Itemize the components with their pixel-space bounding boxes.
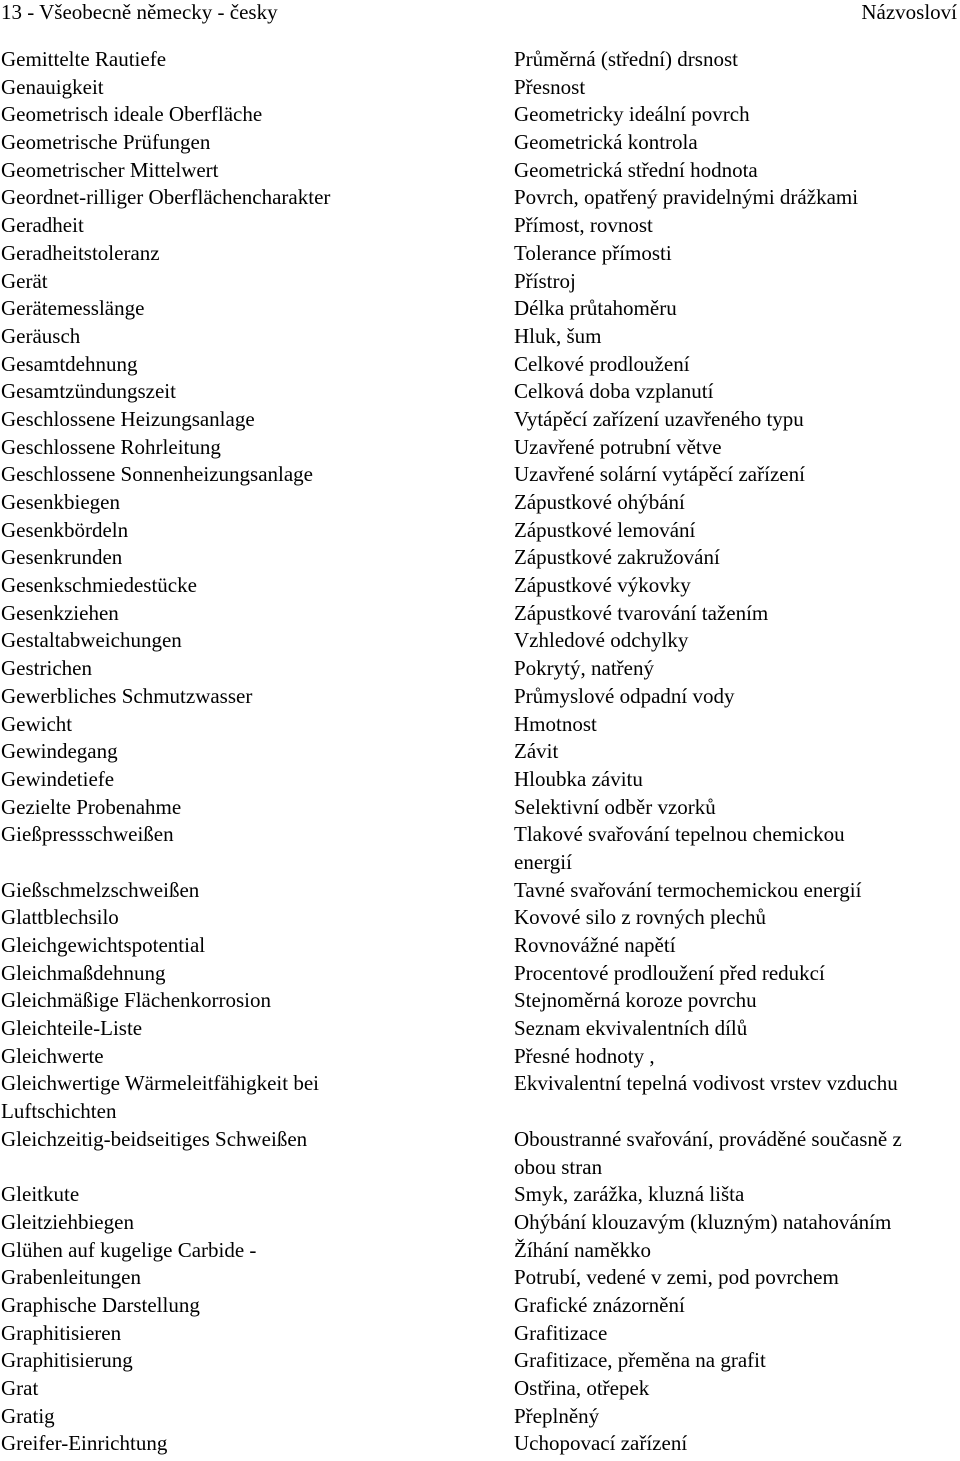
german-term <box>0 960 514 988</box>
czech-term-line: Vzhledové odchylky <box>514 628 689 653</box>
glossary-entry <box>0 572 960 600</box>
german-term-line: Gießschmelzschweißen <box>1 877 200 902</box>
czech-term <box>514 212 960 240</box>
german-term <box>0 572 514 600</box>
glossary-entry <box>0 544 960 572</box>
german-term-line: Grat <box>1 1376 39 1400</box>
czech-term <box>514 1403 960 1431</box>
czech-term <box>514 1430 960 1458</box>
czech-term-line: Ohýbání klouzavým (kluzným) natahováním <box>514 1209 892 1234</box>
german-term <box>0 101 514 129</box>
czech-term <box>514 987 960 1015</box>
german-term <box>0 1320 514 1348</box>
german-term <box>0 212 514 240</box>
glossary-entry <box>0 627 960 655</box>
page-header <box>0 0 960 24</box>
czech-term <box>514 74 960 102</box>
german-term-line: Gerät <box>1 268 48 293</box>
german-term <box>0 821 514 849</box>
czech-term <box>514 129 960 157</box>
glossary-entry <box>0 1181 960 1209</box>
german-term-line: Gesamtdehnung <box>1 351 138 376</box>
czech-term-line: Hmotnost <box>514 711 597 736</box>
german-term-line: Geschlossene Sonnenheizungsanlage <box>1 462 313 487</box>
czech-term-line: Geometrická střední hodnota <box>514 157 758 182</box>
german-term <box>0 434 514 462</box>
german-term-line: Gewerbliches Schmutzwasser <box>1 683 253 708</box>
czech-term-line: Přístroj <box>514 268 576 293</box>
german-term-line: Grabenleitungen <box>1 1265 141 1290</box>
glossary-entry <box>0 517 960 545</box>
german-term <box>0 738 514 766</box>
czech-term <box>514 904 960 932</box>
glossary-entry <box>0 683 960 711</box>
czech-term <box>514 1209 960 1237</box>
german-term <box>0 74 514 102</box>
german-term-line: Gezielte Probenahme <box>1 794 182 819</box>
czech-term-line: Kovové silo z rovných plechů <box>514 905 766 930</box>
german-term-line: Graphitisierung <box>1 1348 133 1373</box>
german-term <box>0 1347 514 1375</box>
german-term-line: Gratig <box>1 1403 55 1428</box>
czech-term-line: Přeplněný <box>514 1403 600 1428</box>
glossary-entry <box>0 821 960 876</box>
glossary-entry <box>0 378 960 406</box>
german-term <box>0 1403 514 1431</box>
czech-term-line: Povrch, opatřený pravidelnými drážkami <box>514 185 859 210</box>
czech-term-line: Stejnoměrná koroze povrchu <box>514 988 757 1013</box>
czech-term <box>514 600 960 628</box>
glossary-entry <box>0 157 960 185</box>
german-term-line: Gesenkbiegen <box>1 490 120 514</box>
german-term-line: Geometrische Prüfungen <box>1 130 211 155</box>
czech-term <box>514 572 960 600</box>
czech-term <box>514 1347 960 1375</box>
czech-term-line: Grafitizace, přeměna na grafit <box>514 1348 766 1373</box>
czech-term-line: Geometricky ideální povrch <box>514 102 750 127</box>
glossary-entry <box>0 434 960 462</box>
glossary-entry <box>0 1292 960 1320</box>
glossary-entry <box>0 295 960 323</box>
glossary-entry <box>0 1375 960 1403</box>
german-term-line: Geometrisch ideale Oberfläche <box>1 102 263 127</box>
czech-term-line: Uzavřené solární vytápěcí zařízení <box>514 462 805 487</box>
german-term <box>0 323 514 351</box>
german-term-line: Gemittelte Rautiefe <box>1 47 167 71</box>
glossary-entry <box>0 1264 960 1292</box>
glossary-entry <box>0 268 960 296</box>
german-term-line: Gleichwertige Wärmeleitfähigkeit bei <box>1 1071 319 1096</box>
german-term-line: Gießpressschweißen <box>1 822 174 847</box>
glossary-entry <box>0 323 960 351</box>
czech-term-line: Ekvivalentní tepelná vodivost vrstev vzduchu <box>514 1071 898 1096</box>
page-header-section: Názvosloví <box>861 0 957 24</box>
czech-term-line: Přesné hodnoty , <box>514 1043 655 1068</box>
german-term-line: Geordnet-rilliger Oberflächencharakter <box>1 185 331 210</box>
german-term <box>0 268 514 296</box>
czech-term-line: Celkové prodloužení <box>514 351 690 376</box>
german-term <box>0 627 514 655</box>
glossary-entry <box>0 406 960 434</box>
czech-term-line: Uzavřené potrubní větve <box>514 434 722 459</box>
german-term <box>0 1015 514 1043</box>
glossary-entry <box>0 600 960 628</box>
german-term-line: Gleichmaßdehnung <box>1 960 166 985</box>
german-term <box>0 932 514 960</box>
glossary-entry <box>0 987 960 1015</box>
czech-term <box>514 794 960 822</box>
czech-term <box>514 877 960 905</box>
glossary-entry <box>0 1015 960 1043</box>
glossary-entry <box>0 46 960 74</box>
czech-term <box>514 1181 960 1209</box>
czech-term <box>514 960 960 988</box>
glossary-entry <box>0 1320 960 1348</box>
german-term <box>0 711 514 739</box>
glossary-entry <box>0 489 960 517</box>
czech-term <box>514 544 960 572</box>
german-term <box>0 683 514 711</box>
czech-term-line: Délka průtahoměru <box>514 296 677 321</box>
german-term <box>0 987 514 1015</box>
glossary-entry <box>0 129 960 157</box>
glossary-entry <box>0 711 960 739</box>
glossary-entry <box>0 101 960 129</box>
czech-term <box>514 240 960 268</box>
czech-term-line: Žíhání naměkko <box>514 1237 652 1262</box>
czech-term <box>514 683 960 711</box>
czech-term-line: obou stran <box>514 1154 603 1179</box>
german-term-line: Gestrichen <box>1 656 92 681</box>
czech-term <box>514 101 960 129</box>
glossary-list <box>0 46 960 1458</box>
german-term <box>0 1181 514 1209</box>
german-term <box>0 1430 514 1458</box>
czech-term <box>514 655 960 683</box>
czech-term <box>514 1320 960 1348</box>
german-term-line: Geschlossene Rohrleitung <box>1 434 221 459</box>
glossary-entry <box>0 461 960 489</box>
glossary-entry <box>0 1430 960 1458</box>
glossary-entry <box>0 212 960 240</box>
german-term-line: Gewindegang <box>1 739 118 764</box>
czech-term-line: Seznam ekvivalentních dílů <box>514 1016 748 1041</box>
glossary-entry <box>0 1070 960 1125</box>
czech-term-line: Hloubka závitu <box>514 766 643 791</box>
czech-term <box>514 1043 960 1071</box>
czech-term <box>514 268 960 296</box>
czech-term <box>514 1070 960 1098</box>
czech-term <box>514 711 960 739</box>
german-term-line: Luftschichten <box>1 1099 117 1124</box>
german-term-line: Gleitkute <box>1 1182 80 1207</box>
glossary-entry <box>0 1403 960 1431</box>
german-term-line: Gesenkrunden <box>1 545 123 570</box>
page-header-title: 13 - Všeobecně německy - česky <box>1 0 278 24</box>
czech-term-line: Tlakové svařování tepelnou chemickou <box>514 822 845 847</box>
glossary-entry <box>0 1347 960 1375</box>
glossary-entry <box>0 904 960 932</box>
german-term <box>0 517 514 545</box>
german-term-line: Gleitziehbiegen <box>1 1209 134 1234</box>
czech-term-line: Selektivní odběr vzorků <box>514 794 716 819</box>
czech-term-line: Oboustranné svařování, prováděné současně z <box>514 1126 902 1151</box>
czech-term-line: Pokrytý, natřený <box>514 656 654 681</box>
czech-term-line: Procentové prodloužení před redukcí <box>514 960 825 985</box>
glossary-entry <box>0 1209 960 1237</box>
german-term <box>0 489 514 517</box>
czech-term-line: Rovnovážné napětí <box>514 933 676 957</box>
german-term <box>0 240 514 268</box>
german-term-line: Gleichwerte <box>1 1043 104 1068</box>
czech-term-line: Zápustkové tvarování tažením <box>514 600 769 625</box>
glossary-entry <box>0 1126 960 1181</box>
german-term-line: Gesenkbördeln <box>1 517 129 542</box>
german-term-line: Geräusch <box>1 323 81 348</box>
czech-term-line: Zápustkové lemování <box>514 517 696 542</box>
german-term <box>0 1264 514 1292</box>
german-term <box>0 904 514 932</box>
german-term <box>0 1043 514 1071</box>
czech-term <box>514 1237 960 1265</box>
german-term-line: Geometrischer Mittelwert <box>1 157 219 182</box>
glossary-entry <box>0 877 960 905</box>
german-term-line: Graphitisieren <box>1 1320 122 1345</box>
german-term <box>0 1070 514 1125</box>
czech-term <box>514 1375 960 1403</box>
german-term-line: Glattblechsilo <box>1 905 119 930</box>
german-term-line: Gewicht <box>1 711 73 736</box>
german-term <box>0 766 514 794</box>
czech-term-line: Zápustkové výkovky <box>514 573 691 598</box>
german-term-line: Glühen auf kugelige Carbide - <box>1 1237 257 1262</box>
glossary-entry <box>0 240 960 268</box>
german-term-line: Geradheitstoleranz <box>1 240 160 265</box>
czech-term-line: Tolerance přímosti <box>514 240 672 265</box>
german-term-line: Gewindetiefe <box>1 766 115 791</box>
czech-term <box>514 434 960 462</box>
german-term <box>0 1375 514 1403</box>
czech-term-line: Grafické znázornění <box>514 1292 685 1317</box>
glossary-entry <box>0 1043 960 1071</box>
german-term-line: Genauigkeit <box>1 74 104 99</box>
czech-term <box>514 323 960 351</box>
german-term-line: Gesenkziehen <box>1 600 119 625</box>
german-term <box>0 1292 514 1320</box>
czech-term <box>514 489 960 517</box>
czech-term-line: Celková doba vzplanutí <box>514 379 714 404</box>
german-term <box>0 157 514 185</box>
czech-term <box>514 1292 960 1320</box>
czech-term-line: Hluk, šum <box>514 323 602 348</box>
czech-term-line: Uchopovací zařízení <box>514 1431 688 1456</box>
czech-term-line: Zápustkové zakružování <box>514 545 720 570</box>
czech-term <box>514 46 960 74</box>
czech-term-line: Průmyslové odpadní vody <box>514 683 735 708</box>
czech-term-line: Vytápěcí zařízení uzavřeného typu <box>514 406 804 431</box>
german-term <box>0 461 514 489</box>
german-term <box>0 877 514 905</box>
german-term <box>0 406 514 434</box>
czech-term-line: Přímost, rovnost <box>514 213 653 238</box>
german-term-line: Gesenkschmiedestücke <box>1 573 197 598</box>
german-term-line: Gleichteile-Liste <box>1 1016 143 1041</box>
german-term <box>0 46 514 74</box>
czech-term <box>514 406 960 434</box>
czech-term-line: Přesnost <box>514 74 586 99</box>
glossary-entry <box>0 766 960 794</box>
glossary-entry <box>0 1237 960 1265</box>
czech-term-line: Potrubí, vedené v zemi, pod povrchem <box>514 1265 839 1290</box>
german-term-line: Graphische Darstellung <box>1 1292 200 1317</box>
german-term <box>0 184 514 212</box>
glossary-entry <box>0 932 960 960</box>
german-term-line: Gesamtzündungszeit <box>1 379 176 404</box>
czech-term-line: Grafitizace <box>514 1320 608 1345</box>
czech-term-line: Ostřina, otřepek <box>514 1376 650 1400</box>
glossary-entry <box>0 74 960 102</box>
czech-term <box>514 627 960 655</box>
czech-term <box>514 351 960 379</box>
glossary-entry <box>0 794 960 822</box>
german-term <box>0 655 514 683</box>
czech-term <box>514 1015 960 1043</box>
german-term <box>0 1237 514 1265</box>
german-term-line: Gleichgewichtspotential <box>1 933 206 957</box>
german-term <box>0 378 514 406</box>
german-term <box>0 295 514 323</box>
german-term-line: Geschlossene Heizungsanlage <box>1 406 255 431</box>
czech-term-line: Smyk, zarážka, kluzná lišta <box>514 1182 745 1207</box>
german-term-line: Gleichzeitig-beidseitiges Schweißen <box>1 1126 308 1151</box>
czech-term-line: Zápustkové ohýbání <box>514 490 685 514</box>
glossary-entry <box>0 184 960 212</box>
czech-term <box>514 295 960 323</box>
czech-term <box>514 378 960 406</box>
czech-term <box>514 932 960 960</box>
czech-term <box>514 184 960 212</box>
german-term <box>0 544 514 572</box>
german-term <box>0 1209 514 1237</box>
glossary-entry <box>0 351 960 379</box>
czech-term <box>514 517 960 545</box>
german-term <box>0 129 514 157</box>
czech-term <box>514 1126 960 1181</box>
german-term <box>0 794 514 822</box>
german-term <box>0 1126 514 1154</box>
czech-term-line: energií <box>514 849 572 874</box>
czech-term <box>514 1264 960 1292</box>
glossary-entry <box>0 655 960 683</box>
german-term-line: Gerätemesslänge <box>1 296 145 321</box>
german-term-line: Gestaltabweichungen <box>1 628 182 653</box>
czech-term-line: Průměrná (střední) drsnost <box>514 47 738 71</box>
czech-term-line: Tavné svařování termochemickou energií <box>514 877 862 902</box>
german-term <box>0 600 514 628</box>
german-term-line: Gleichmäßige Flächenkorrosion <box>1 988 272 1013</box>
czech-term-line: Závit <box>514 739 559 764</box>
glossary-entry <box>0 960 960 988</box>
czech-term-line: Geometrická kontrola <box>514 130 698 155</box>
german-term-line: Greifer-Einrichtung <box>1 1431 168 1456</box>
czech-term <box>514 766 960 794</box>
german-term-line: Geradheit <box>1 213 84 238</box>
czech-term <box>514 157 960 185</box>
czech-term <box>514 821 960 876</box>
czech-term <box>514 738 960 766</box>
german-term <box>0 351 514 379</box>
glossary-entry <box>0 738 960 766</box>
czech-term <box>514 461 960 489</box>
